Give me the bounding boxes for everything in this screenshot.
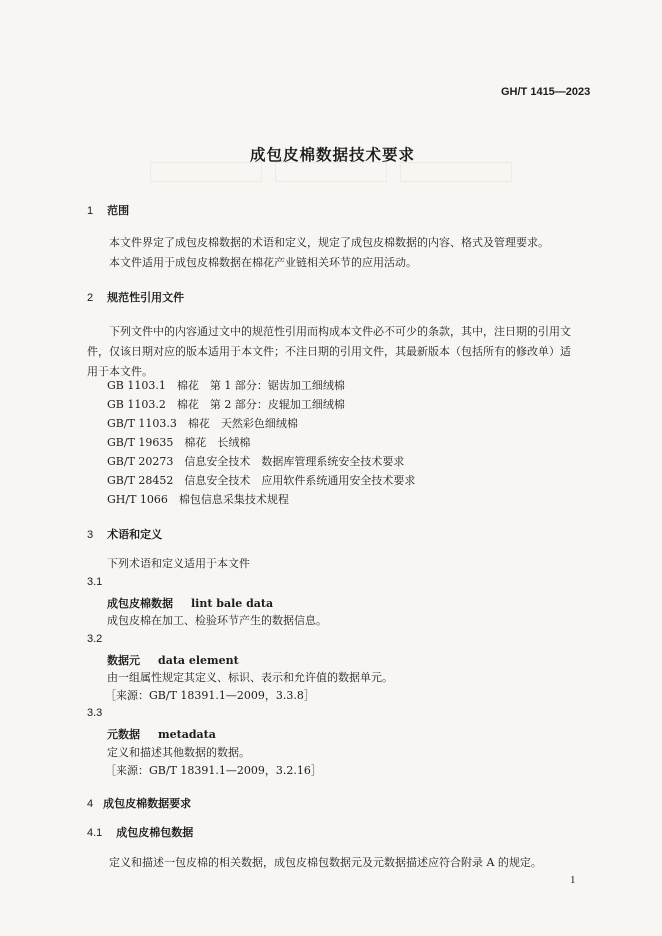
reference-item: GB 1103.1 棉花 第 1 部分：锯齿加工细绒棉 <box>107 379 345 392</box>
terms-intro: 下列术语和定义适用于本文件 <box>107 557 250 570</box>
section-number: 4 <box>87 798 94 810</box>
section-number: 3 <box>87 529 94 541</box>
section-2-heading <box>87 289 184 305</box>
show-through-box <box>400 162 512 182</box>
section-title: 规范性引用文件 <box>107 291 185 304</box>
section-1-heading <box>87 202 129 218</box>
term-english: data element <box>158 654 239 667</box>
term-english: metadata <box>158 728 216 741</box>
term-heading <box>107 726 216 742</box>
section-title: 术语和定义 <box>107 528 163 541</box>
term-number: 3.2 <box>87 633 103 645</box>
subsection-title: 成包皮棉包数据 <box>116 826 194 839</box>
section-title: 成包皮棉数据要求 <box>103 797 192 810</box>
section-title: 范围 <box>107 204 130 217</box>
term-source: ［来源：GB/T 18391.1—2009，3.3.8］ <box>105 689 315 702</box>
reference-item: GB/T 1103.3 棉花 天然彩色细绒棉 <box>107 417 298 430</box>
show-through-box <box>275 162 387 182</box>
term-source: ［来源：GB/T 18391.1—2009，3.2.16］ <box>105 764 322 777</box>
term-english: lint bale data <box>191 597 274 610</box>
subsection-number: 4.1 <box>87 827 103 839</box>
subsection-4-1-heading <box>87 824 193 840</box>
section-4-heading <box>87 795 191 811</box>
page-number: 1 <box>570 874 576 886</box>
show-through-box <box>150 162 262 182</box>
subsection-4-1-paragraph: 定义和描述一包皮棉的相关数据，成包皮棉包数据元及元数据描述应符合附录 A 的规定。 <box>109 856 542 869</box>
term-number: 3.3 <box>87 707 103 719</box>
term-chinese: 元数据 <box>107 728 140 741</box>
term-number: 3.1 <box>87 576 103 588</box>
term-definition: 由一组属性规定其定义、标识、表示和允许值的数据单元。 <box>107 671 393 684</box>
scope-paragraph-2: 本文件适用于成包皮棉数据在棉花产业链相关环节的应用活动。 <box>109 256 417 269</box>
term-chinese: 数据元 <box>107 654 140 667</box>
term-heading <box>107 652 239 668</box>
term-heading <box>107 595 273 611</box>
section-number: 2 <box>87 292 94 304</box>
term-definition: 成包皮棉在加工、检验环节产生的数据信息。 <box>107 614 327 627</box>
term-chinese: 成包皮棉数据 <box>107 597 173 610</box>
reference-item: GB/T 28452 信息安全技术 应用软件系统通用安全技术要求 <box>107 474 416 487</box>
scope-paragraph-1: 本文件界定了成包皮棉数据的术语和定义，规定了成包皮棉数据的内容、格式及管理要求。 <box>109 236 549 249</box>
reference-item: GH/T 1066 棉包信息采集技术规程 <box>107 493 289 506</box>
reference-item: GB 1103.2 棉花 第 2 部分：皮辊加工细绒棉 <box>107 398 345 411</box>
reference-item: GB/T 20273 信息安全技术 数据库管理系统安全技术要求 <box>107 455 405 468</box>
standard-code: GH/T 1415—2023 <box>501 86 591 98</box>
section-3-heading <box>87 526 162 542</box>
reference-item: GB/T 19635 棉花 长绒棉 <box>107 436 251 449</box>
document-title: 成包皮棉数据技术要求 <box>250 146 416 164</box>
normative-references-paragraph: 下列文件中的内容通过文中的规范性引用而构成本文件必不可少的条款，其中，注日期的引用文件，仅该日期对应的版本适用于本文件；不注日期的引用文件，其最新版本（包括所有的修改单）适用于本文件。 <box>87 325 571 378</box>
section-number: 1 <box>87 205 94 217</box>
term-definition: 定义和描述其他数据的数据。 <box>107 746 250 759</box>
